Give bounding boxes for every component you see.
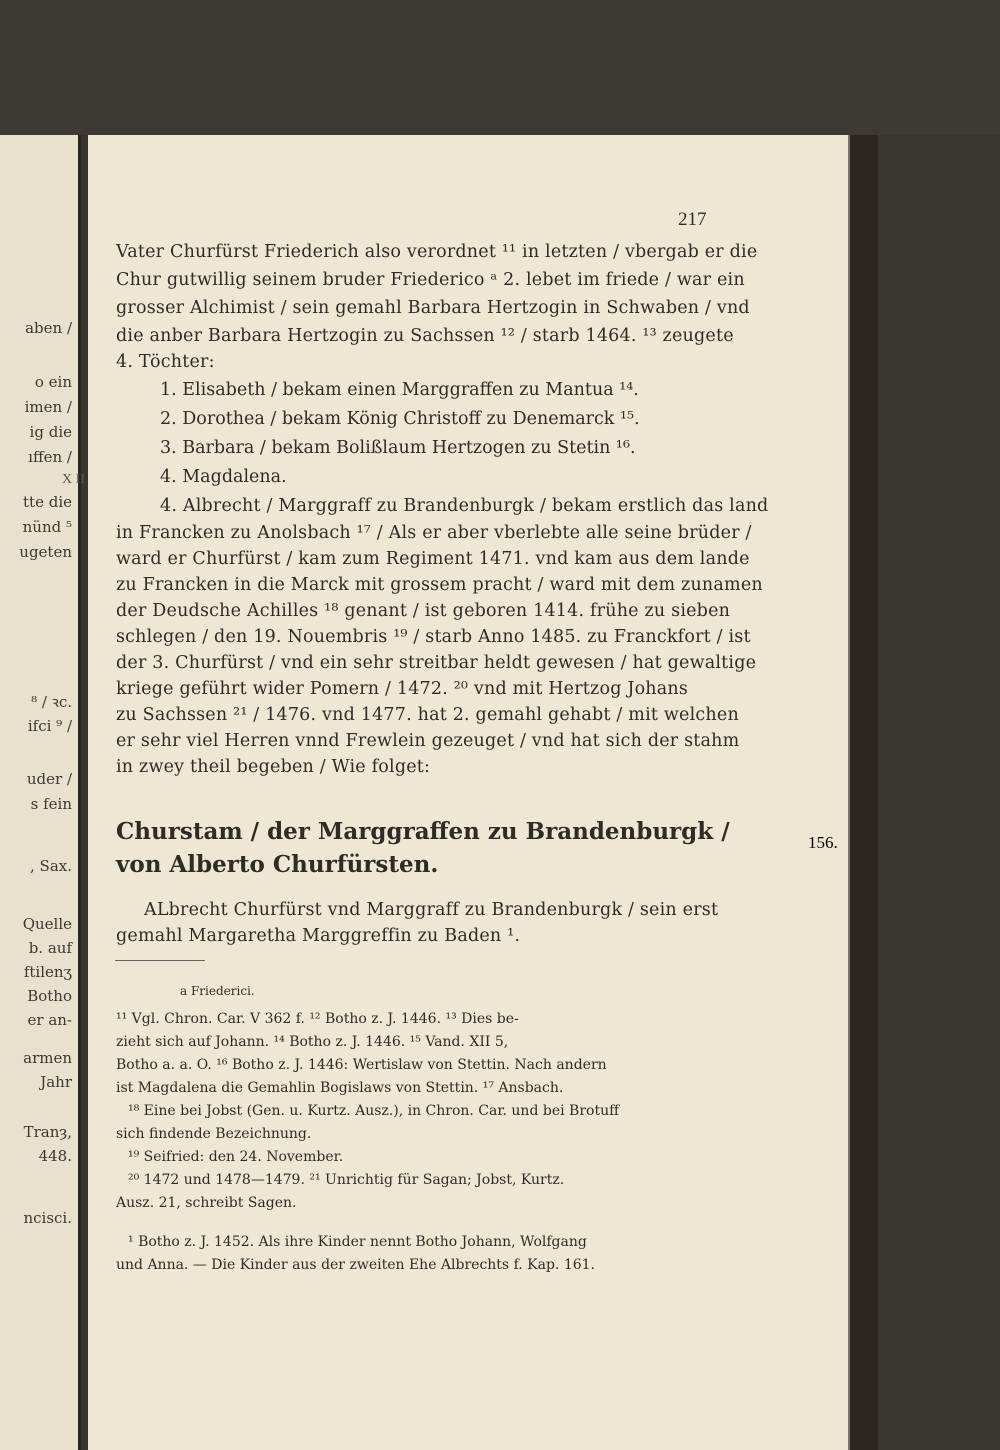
left-line: ifci ⁹ / [27, 717, 72, 735]
body-line: 4. Albrecht / Marggraff zu Brandenburgk / bekam erstlich das land [160, 496, 769, 516]
body-line: zu Francken in die Marck mit grossem pracht / ward mit dem zunamen [116, 575, 763, 595]
body-line: er sehr viel Herren vnnd Frewlein gezeuget / vnd hat sich der stahm [116, 731, 740, 751]
body-line: ward er Churfürst / kam zum Regiment 1471. vnd kam aus dem lande [116, 549, 750, 569]
body-line: in Francken zu Anolsbach ¹⁷ / Als er aber vberlebte alle seine brüder / [116, 523, 752, 543]
footnote-line: Ausz. 21, schreibt Sagen. [116, 1195, 297, 1211]
section-heading-sub: von Alberto Churfürsten. [116, 851, 439, 878]
body-line: Chur gutwillig seinem bruder Friederico ᵃ 2. lebet im friede / war ein [116, 270, 745, 290]
left-line: ig die [29, 423, 72, 441]
left-line: ncisci. [23, 1209, 72, 1227]
body-line: schlegen / den 19. Nouembris ¹⁹ / starb Anno 1485. zu Franckfort / ist [116, 627, 751, 647]
left-line: tte die [23, 493, 72, 511]
list-item: 3. Barbara / bekam Bolißlaum Hertzogen zu Stetin ¹⁶. [160, 438, 636, 458]
left-line: nünd ⁵ [22, 518, 72, 536]
body-line: der Deudsche Achilles ¹⁸ genant / ist geboren 1414. frühe zu sieben [116, 601, 731, 621]
left-line: ugeten [19, 543, 72, 561]
left-line: b. auf [28, 939, 72, 957]
body-line: kriege geführt wider Pomern / 1472. ²⁰ vnd mit Hertzog Johans [116, 679, 689, 699]
left-line: Tranȝ, [23, 1123, 72, 1141]
background-right [878, 135, 1000, 1450]
left-line: 448. [38, 1147, 72, 1165]
body-line: grosser Alchimist / sein gemahl Barbara Hertzogin in Schwaben / vnd [116, 298, 750, 318]
footnote-line: Botho a. a. O. ¹⁶ Botho z. J. 1446: Wertislaw von Stettin. Nach andern [116, 1057, 607, 1073]
footnote-line: ¹¹ Vgl. Chron. Car. V 362 f. ¹² Botho z. J. 1446. ¹³ Dies be- [116, 1011, 519, 1027]
left-line: Jahr [40, 1073, 72, 1091]
intro-line: ALbrecht Churfürst vnd Marggraff zu Brandenburgk / sein erst [144, 900, 719, 920]
left-line: ıffen / [28, 448, 72, 466]
intro-line: gemahl Margaretha Marggreffin zu Baden ¹. [116, 926, 521, 946]
footnote-line: ¹⁹ Seifried: den 24. November. [128, 1149, 344, 1165]
left-line: o ein [34, 373, 72, 391]
body-line: Vater Churfürst Friederich also verordnet ¹¹ in letzten / vbergab er die [116, 242, 758, 262]
left-line: , Sax. [30, 857, 72, 875]
body-line: die anber Barbara Hertzogin zu Sachssen ¹² / starb 1464. ¹³ zeugete [116, 326, 734, 346]
left-line: aben / [25, 319, 72, 337]
background-top [0, 0, 1000, 135]
left-line: Quelle [22, 915, 72, 933]
footnote-line: ²⁰ 1472 und 1478—1479. ²¹ Unrichtig für Sagan; Jobst, Kurtz. [128, 1172, 565, 1188]
left-line: armen [23, 1049, 72, 1067]
left-line: er an- [27, 1011, 72, 1029]
left-page-fragment [0, 135, 81, 1450]
footnote-a: a Friederici. [180, 984, 255, 998]
list-item: 1. Elisabeth / bekam einen Marggraffen zu Mantua ¹⁴. [160, 380, 639, 400]
left-line: ⁸ / ꝛc. [31, 693, 72, 711]
left-line: s fein [30, 795, 72, 813]
footnote-line: sich findende Bezeichnung. [116, 1126, 312, 1142]
footnote-line: zieht sich auf Johann. ¹⁴ Botho z. J. 1446. ¹⁵ Vand. XII 5, [116, 1034, 509, 1050]
section-heading: Churstam / der Marggraffen zu Brandenburgk / [116, 818, 730, 845]
footnote-line: und Anna. — Die Kinder aus der zweiten Ehe Albrechts f. Kap. 161. [116, 1257, 595, 1273]
left-line: ftilenʒ [23, 963, 72, 981]
left-line: imen / [24, 398, 72, 416]
footnote-rule [115, 960, 205, 961]
body-line: der 3. Churfürst / vnd ein sehr streitbar heldt gewesen / hat gewaltige [116, 653, 757, 673]
footnote-line: ist Magdalena die Gemahlin Bogislaws von Stettin. ¹⁷ Ansbach. [116, 1080, 564, 1096]
list-item: 2. Dorothea / bekam König Christoff zu Denemarck ¹⁵. [160, 409, 640, 429]
gutter-mark: X II [62, 472, 85, 487]
margin-number: 156. [808, 833, 838, 852]
body-line: in zwey theil begeben / Wie folget: [116, 757, 431, 777]
list-item: 4. Magdalena. [160, 467, 287, 487]
left-line: Botho [27, 987, 72, 1005]
footnote-line: ¹⁸ Eine bei Jobst (Gen. u. Kurtz. Ausz.), in Chron. Car. und bei Brotuff [128, 1103, 620, 1119]
page-number: 217 [678, 209, 707, 230]
book-cover-edge [848, 135, 880, 1450]
body-line: zu Sachssen ²¹ / 1476. vnd 1477. hat 2. gemahl gehabt / mit welchen [116, 705, 739, 725]
book-page [88, 135, 848, 1450]
footnote-line: ¹ Botho z. J. 1452. Als ihre Kinder nennt Botho Johann, Wolfgang [128, 1234, 587, 1250]
left-line: uder / [26, 770, 72, 788]
body-line: 4. Töchter: [116, 352, 215, 372]
